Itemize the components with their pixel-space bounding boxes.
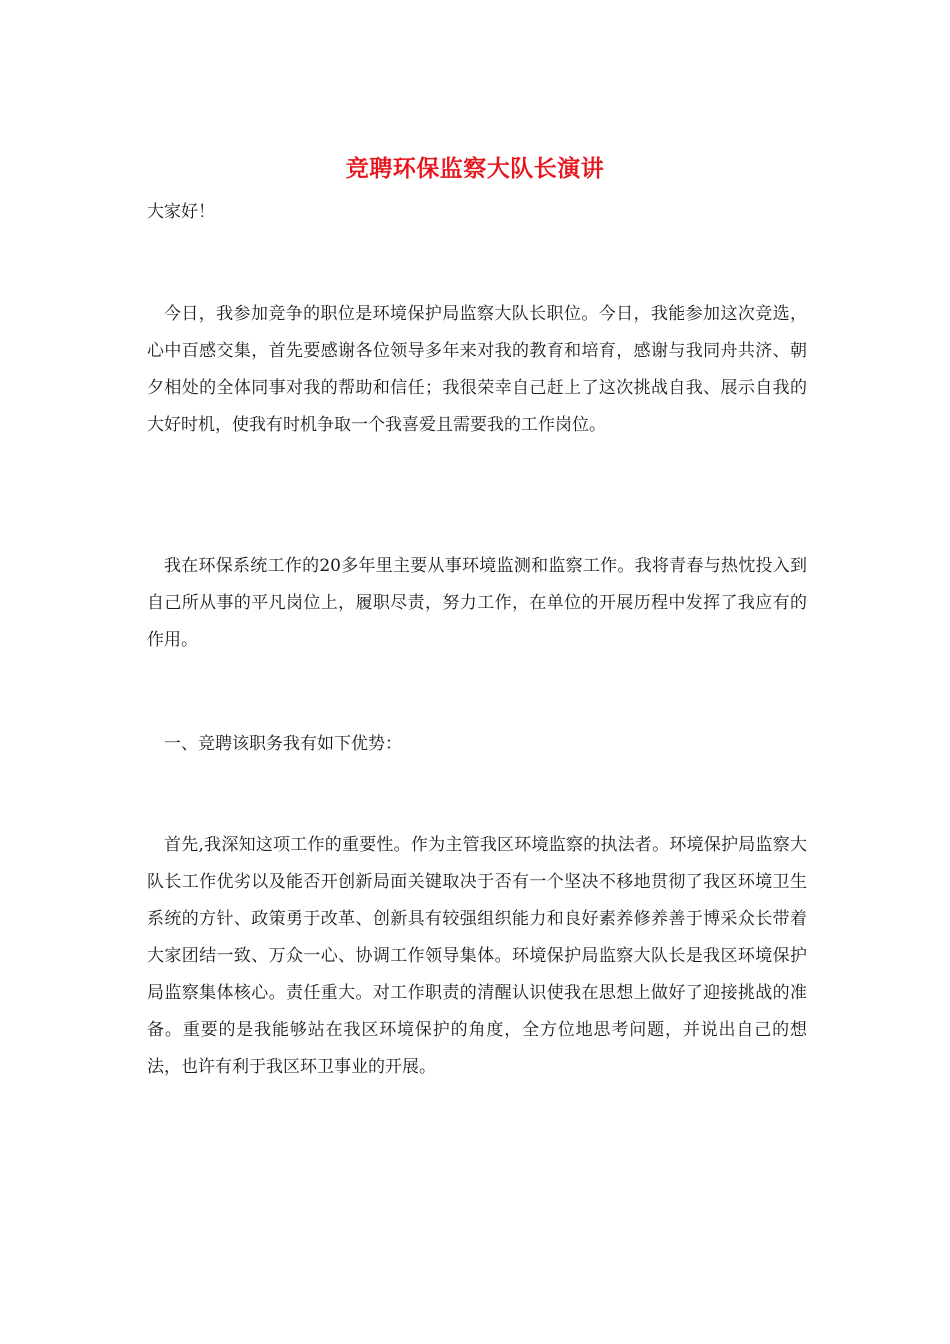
paragraph-first-advantage: 首先,我深知这项工作的重要性。作为主管我区环境监察的执法者。环境保护局监察大队长工作优劣以及能否开创新局面关键取决于否有一个坚决不移地贯彻了我区环境卫生系统的方针、政策勇于改革、创新具有较强组织能力和良好素养修养善于博采众长带着大家团结一致、万众一心、协调工作领导集体。环境保护局监察大队长是我区环境保护局监察集体核心。责任重大。对工作职责的清醒认识使我在思想上做好了迎接挑战的准备。重要的是我能够站在我区环境保护的角度，全方位地思考问题，并说出自己的想法，也许有利于我区环卫事业的开展。 [147, 835, 807, 1077]
paragraph-experience: 我在环保系统工作的20多年里主要从事环境监测和监察工作。我将青春与热忱投入到自己所从事的平凡岗位上，履职尽责，努力工作，在单位的开展历程中发挥了我应有的作用。 [147, 556, 807, 650]
paragraph-intro: 今日，我参加竞争的职位是环境保护局监察大队长职位。今日，我能参加这次竞选，心中百感交集，首先要感谢各位领导多年来对我的教育和培育，感谢与我同舟共济、朝夕相处的全体同事对我的帮助和信任；我很荣幸自己赶上了这次挑战自我、展示自我的大好时机，使我有时机争取一个我喜爱且需要我的工作岗位。 [147, 304, 807, 435]
greeting-text: 大家好！ [147, 202, 215, 222]
section-heading-advantages: 一、竞聘该职务我有如下优势： [164, 734, 402, 754]
document-title: 竞聘环保监察大队长演讲 [345, 155, 605, 182]
